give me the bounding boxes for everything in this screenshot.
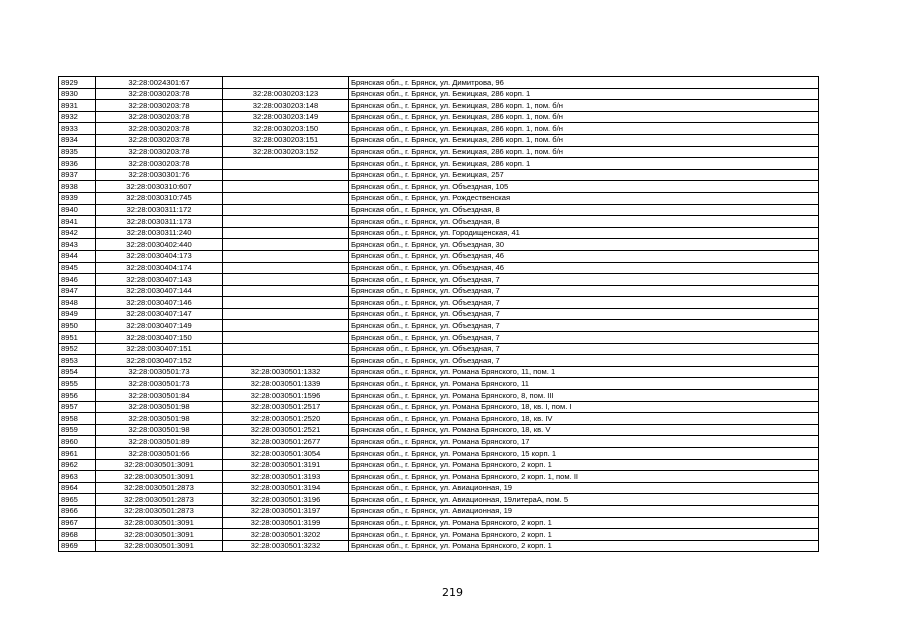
table-row	[59, 216, 819, 228]
address: Брянская обл., г. Брянск, ул. Объездная, 7	[349, 274, 819, 286]
row-number: 8956	[59, 390, 96, 402]
cadastral-number: 32:28:0030407:149	[96, 320, 223, 332]
address: Брянская обл., г. Брянск, ул. Бежицкая, 286 корп. 1, пом. б/н	[349, 100, 819, 112]
table-row	[59, 192, 819, 204]
table-row	[59, 366, 819, 378]
table-row	[59, 100, 819, 112]
table-row	[59, 343, 819, 355]
cadastral-number: 32:28:0030501:3091	[96, 517, 223, 529]
cadastral-number: 32:28:0030203:78	[96, 100, 223, 112]
address: Брянская обл., г. Брянск, ул. Романа Брянского, 2 корп. 1, пом. II	[349, 471, 819, 483]
row-number: 8955	[59, 378, 96, 390]
cadastral-number: 32:28:0030501:66	[96, 448, 223, 460]
address: Брянская обл., г. Брянск, ул. Авиационная, 19	[349, 482, 819, 494]
address: Брянская обл., г. Брянск, ул. Романа Брянского, 2 корп. 1	[349, 517, 819, 529]
cadastral-number: 32:28:0030404:174	[96, 262, 223, 274]
object-cadastral-number	[223, 227, 349, 239]
address: Брянская обл., г. Брянск, ул. Бежицкая, 286 корп. 1	[349, 158, 819, 170]
row-number: 8929	[59, 77, 96, 89]
cadastral-number: 32:28:0030501:3091	[96, 471, 223, 483]
object-cadastral-number	[223, 355, 349, 367]
object-cadastral-number: 32:28:0030501:3199	[223, 517, 349, 529]
address: Брянская обл., г. Брянск, ул. Бежицкая, 286 корп. 1	[349, 88, 819, 100]
cadastral-number: 32:28:0030311:172	[96, 204, 223, 216]
table-row	[59, 517, 819, 529]
object-cadastral-number	[223, 343, 349, 355]
table-row	[59, 471, 819, 483]
cadastral-number: 32:28:0030203:78	[96, 88, 223, 100]
table-row	[59, 158, 819, 170]
table-row	[59, 320, 819, 332]
object-cadastral-number	[223, 262, 349, 274]
object-cadastral-number: 32:28:0030501:2520	[223, 413, 349, 425]
object-cadastral-number: 32:28:0030501:3197	[223, 505, 349, 517]
object-cadastral-number: 32:28:0030501:3191	[223, 459, 349, 471]
cadastral-number: 32:28:0030501:98	[96, 424, 223, 436]
table-row	[59, 181, 819, 193]
object-cadastral-number	[223, 285, 349, 297]
cadastral-number: 32:28:0030407:150	[96, 332, 223, 344]
address: Брянская обл., г. Брянск, ул. Бежицкая, 286 корп. 1, пом. б/н	[349, 134, 819, 146]
table-row	[59, 88, 819, 100]
table-row	[59, 262, 819, 274]
table-row	[59, 169, 819, 181]
cadastral-number: 32:28:0030402:440	[96, 239, 223, 251]
object-cadastral-number: 32:28:0030203:148	[223, 100, 349, 112]
table-row	[59, 448, 819, 460]
cadastral-number: 32:28:0030203:78	[96, 158, 223, 170]
object-cadastral-number	[223, 192, 349, 204]
table-row	[59, 274, 819, 286]
table-row	[59, 505, 819, 517]
object-cadastral-number	[223, 320, 349, 332]
cadastral-number: 32:28:0030310:607	[96, 181, 223, 193]
address: Брянская обл., г. Брянск, ул. Романа Брянского, 2 корп. 1	[349, 540, 819, 552]
cadastral-number: 32:28:0030501:2873	[96, 482, 223, 494]
cadastral-number: 32:28:0030311:240	[96, 227, 223, 239]
address: Брянская обл., г. Брянск, ул. Объездная, 7	[349, 320, 819, 332]
row-number: 8940	[59, 204, 96, 216]
cadastral-number: 32:28:0030501:3091	[96, 459, 223, 471]
address: Брянская обл., г. Брянск, ул. Димитрова, 96	[349, 77, 819, 89]
table-row	[59, 401, 819, 413]
address: Брянская обл., г. Брянск, ул. Объездная, 7	[349, 332, 819, 344]
table-row	[59, 77, 819, 89]
address: Брянская обл., г. Брянск, ул. Авиационная, 19	[349, 505, 819, 517]
row-number: 8951	[59, 332, 96, 344]
table-row	[59, 424, 819, 436]
table-row	[59, 332, 819, 344]
address: Брянская обл., г. Брянск, ул. Романа Брянского, 8, пом. III	[349, 390, 819, 402]
table-row	[59, 482, 819, 494]
table-row	[59, 413, 819, 425]
row-number: 8957	[59, 401, 96, 413]
row-number: 8943	[59, 239, 96, 251]
cadastral-number: 32:28:0030203:78	[96, 134, 223, 146]
table-row	[59, 494, 819, 506]
cadastral-number: 32:28:0030501:84	[96, 390, 223, 402]
object-cadastral-number: 32:28:0030501:1339	[223, 378, 349, 390]
row-number: 8965	[59, 494, 96, 506]
address: Брянская обл., г. Брянск, ул. Бежицкая, 286 корп. 1, пом. б/н	[349, 111, 819, 123]
object-cadastral-number	[223, 216, 349, 228]
table-row	[59, 308, 819, 320]
address: Брянская обл., г. Брянск, ул. Романа Брянского, 17	[349, 436, 819, 448]
address: Брянская обл., г. Брянск, ул. Объездная, 8	[349, 216, 819, 228]
cadastral-number: 32:28:0030407:152	[96, 355, 223, 367]
row-number: 8950	[59, 320, 96, 332]
address: Брянская обл., г. Брянск, ул. Бежицкая, 286 корп. 1, пом. б/н	[349, 123, 819, 135]
cadastral-number: 32:28:0030310:745	[96, 192, 223, 204]
cadastral-number: 32:28:0030404:173	[96, 250, 223, 262]
row-number: 8934	[59, 134, 96, 146]
row-number: 8962	[59, 459, 96, 471]
cadastral-number: 32:28:0030501:73	[96, 366, 223, 378]
table-row	[59, 134, 819, 146]
object-cadastral-number: 32:28:0030501:2517	[223, 401, 349, 413]
row-number: 8952	[59, 343, 96, 355]
row-number: 8942	[59, 227, 96, 239]
object-cadastral-number: 32:28:0030203:151	[223, 134, 349, 146]
table-row	[59, 250, 819, 262]
table-row	[59, 204, 819, 216]
row-number: 8945	[59, 262, 96, 274]
object-cadastral-number	[223, 158, 349, 170]
row-number: 8938	[59, 181, 96, 193]
table-row	[59, 378, 819, 390]
row-number: 8930	[59, 88, 96, 100]
address: Брянская обл., г. Брянск, ул. Объездная, 46	[349, 262, 819, 274]
address: Брянская обл., г. Брянск, ул. Романа Брянского, 2 корп. 1	[349, 459, 819, 471]
table-row	[59, 436, 819, 448]
address: Брянская обл., г. Брянск, ул. Романа Брянского, 15 корп. 1	[349, 448, 819, 460]
object-cadastral-number	[223, 332, 349, 344]
object-cadastral-number	[223, 297, 349, 309]
row-number: 8948	[59, 297, 96, 309]
address: Брянская обл., г. Брянск, ул. Объездная, 7	[349, 285, 819, 297]
address: Брянская обл., г. Брянск, ул. Объездная, 7	[349, 297, 819, 309]
object-cadastral-number: 32:28:0030501:2677	[223, 436, 349, 448]
object-cadastral-number	[223, 169, 349, 181]
cadastral-number: 32:28:0030311:173	[96, 216, 223, 228]
page-number: 219	[442, 586, 463, 599]
cadastral-number: 32:28:0030501:3091	[96, 529, 223, 541]
object-cadastral-number: 32:28:0030501:2521	[223, 424, 349, 436]
table-row	[59, 227, 819, 239]
object-cadastral-number: 32:28:0030501:1596	[223, 390, 349, 402]
object-cadastral-number: 32:28:0030501:3232	[223, 540, 349, 552]
table-row	[59, 297, 819, 309]
row-number: 8947	[59, 285, 96, 297]
object-cadastral-number: 32:28:0030203:150	[223, 123, 349, 135]
address: Брянская обл., г. Брянск, ул. Объездная, 8	[349, 204, 819, 216]
row-number: 8961	[59, 448, 96, 460]
address: Брянская обл., г. Брянск, ул. Романа Брянского, 18, кв. V	[349, 424, 819, 436]
row-number: 8936	[59, 158, 96, 170]
cadastral-number: 32:28:0030407:146	[96, 297, 223, 309]
table-row	[59, 146, 819, 158]
table-row	[59, 123, 819, 135]
address: Брянская обл., г. Брянск, ул. Бежицкая, 257	[349, 169, 819, 181]
row-number: 8969	[59, 540, 96, 552]
registry-table-body	[59, 77, 819, 552]
address: Брянская обл., г. Брянск, ул. Объездная, 105	[349, 181, 819, 193]
object-cadastral-number: 32:28:0030203:149	[223, 111, 349, 123]
row-number: 8954	[59, 366, 96, 378]
row-number: 8933	[59, 123, 96, 135]
table-row	[59, 390, 819, 402]
object-cadastral-number	[223, 239, 349, 251]
object-cadastral-number: 32:28:0030501:3194	[223, 482, 349, 494]
row-number: 8931	[59, 100, 96, 112]
object-cadastral-number	[223, 308, 349, 320]
row-number: 8935	[59, 146, 96, 158]
cadastral-number: 32:28:0030407:147	[96, 308, 223, 320]
row-number: 8958	[59, 413, 96, 425]
address: Брянская обл., г. Брянск, ул. Объездная, 46	[349, 250, 819, 262]
address: Брянская обл., г. Брянск, ул. Объездная, 7	[349, 308, 819, 320]
object-cadastral-number: 32:28:0030501:3193	[223, 471, 349, 483]
address: Брянская обл., г. Брянск, ул. Романа Брянского, 18, кв. IV	[349, 413, 819, 425]
object-cadastral-number: 32:28:0030501:3054	[223, 448, 349, 460]
row-number: 8944	[59, 250, 96, 262]
object-cadastral-number: 32:28:0030501:3202	[223, 529, 349, 541]
table-row	[59, 540, 819, 552]
object-cadastral-number	[223, 274, 349, 286]
address: Брянская обл., г. Брянск, ул. Романа Брянского, 2 корп. 1	[349, 529, 819, 541]
registry-table	[58, 76, 819, 552]
row-number: 8937	[59, 169, 96, 181]
object-cadastral-number	[223, 204, 349, 216]
row-number: 8963	[59, 471, 96, 483]
table-row	[59, 285, 819, 297]
row-number: 8967	[59, 517, 96, 529]
cadastral-number: 32:28:0030203:78	[96, 111, 223, 123]
cadastral-number: 32:28:0030407:143	[96, 274, 223, 286]
row-number: 8960	[59, 436, 96, 448]
cadastral-number: 32:28:0030407:144	[96, 285, 223, 297]
table-row	[59, 111, 819, 123]
cadastral-number: 32:28:0030203:78	[96, 146, 223, 158]
object-cadastral-number	[223, 77, 349, 89]
address: Брянская обл., г. Брянск, ул. Бежицкая, 286 корп. 1, пом. б/н	[349, 146, 819, 158]
row-number: 8949	[59, 308, 96, 320]
address: Брянская обл., г. Брянск, ул. Романа Брянского, 11	[349, 378, 819, 390]
address: Брянская обл., г. Брянск, ул. Объездная, 30	[349, 239, 819, 251]
object-cadastral-number: 32:28:0030501:3196	[223, 494, 349, 506]
address: Брянская обл., г. Брянск, ул. Авиационная, 19литераА, пом. 5	[349, 494, 819, 506]
table-row	[59, 239, 819, 251]
cadastral-number: 32:28:0030501:73	[96, 378, 223, 390]
row-number: 8941	[59, 216, 96, 228]
cadastral-number: 32:28:0030501:89	[96, 436, 223, 448]
table-row	[59, 459, 819, 471]
cadastral-number: 32:28:0030501:98	[96, 413, 223, 425]
cadastral-number: 32:28:0030501:2873	[96, 505, 223, 517]
row-number: 8946	[59, 274, 96, 286]
row-number: 8964	[59, 482, 96, 494]
address: Брянская обл., г. Брянск, ул. Рождественская	[349, 192, 819, 204]
object-cadastral-number	[223, 250, 349, 262]
address: Брянская обл., г. Брянск, ул. Объездная, 7	[349, 343, 819, 355]
row-number: 8966	[59, 505, 96, 517]
row-number: 8939	[59, 192, 96, 204]
cadastral-number: 32:28:0030501:2873	[96, 494, 223, 506]
cadastral-number: 32:28:0030203:78	[96, 123, 223, 135]
cadastral-number: 32:28:0030501:3091	[96, 540, 223, 552]
row-number: 8968	[59, 529, 96, 541]
cadastral-number: 32:28:0030301:76	[96, 169, 223, 181]
object-cadastral-number: 32:28:0030203:123	[223, 88, 349, 100]
object-cadastral-number	[223, 181, 349, 193]
table-row	[59, 529, 819, 541]
cadastral-number: 32:28:0024301:67	[96, 77, 223, 89]
address: Брянская обл., г. Брянск, ул. Объездная, 7	[349, 355, 819, 367]
address: Брянская обл., г. Брянск, ул. Романа Брянского, 11, пом. 1	[349, 366, 819, 378]
object-cadastral-number: 32:28:0030203:152	[223, 146, 349, 158]
address: Брянская обл., г. Брянск, ул. Романа Брянского, 18, кв. I, пом. I	[349, 401, 819, 413]
row-number: 8953	[59, 355, 96, 367]
address: Брянская обл., г. Брянск, ул. Городищенская, 41	[349, 227, 819, 239]
row-number: 8959	[59, 424, 96, 436]
cadastral-number: 32:28:0030407:151	[96, 343, 223, 355]
row-number: 8932	[59, 111, 96, 123]
table-row	[59, 355, 819, 367]
object-cadastral-number: 32:28:0030501:1332	[223, 366, 349, 378]
cadastral-number: 32:28:0030501:98	[96, 401, 223, 413]
